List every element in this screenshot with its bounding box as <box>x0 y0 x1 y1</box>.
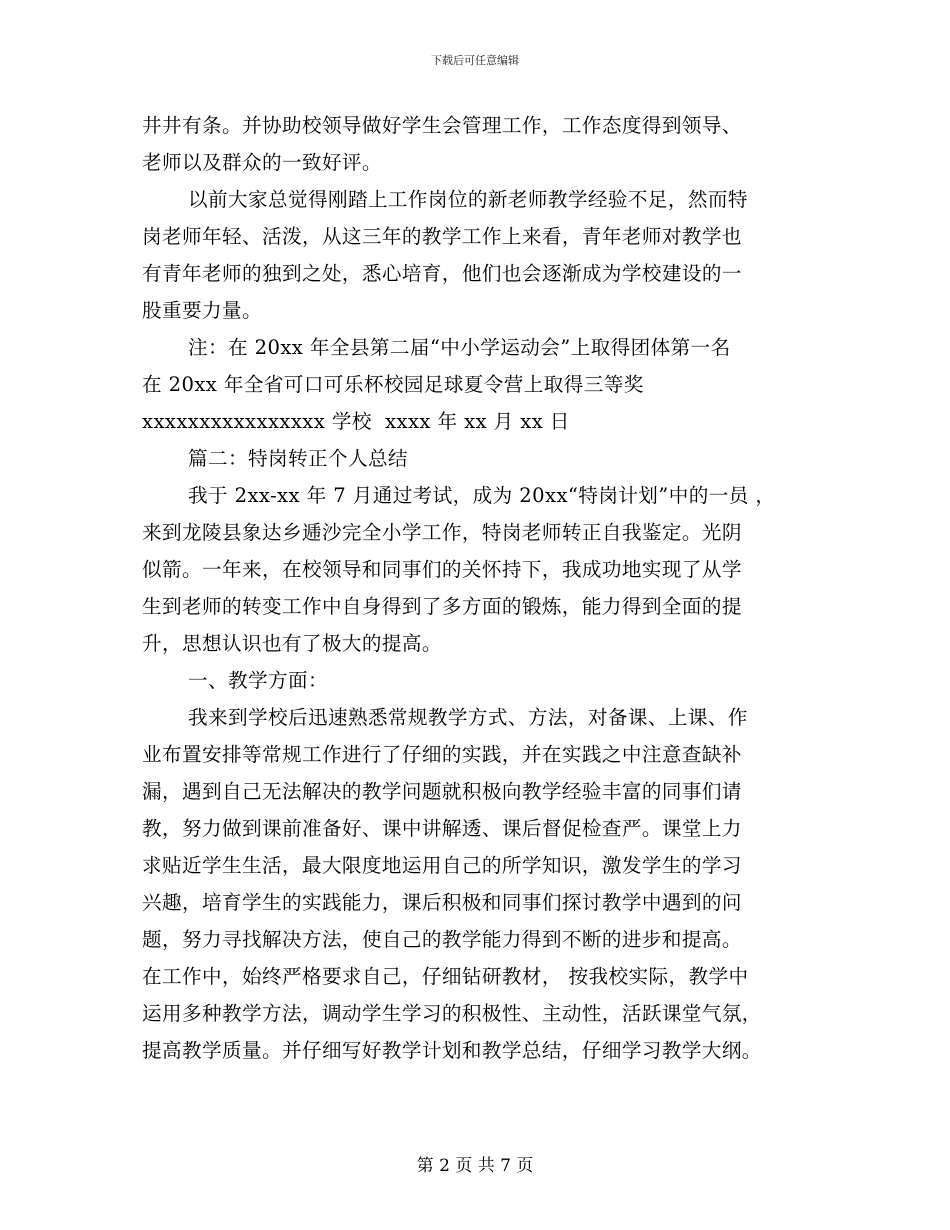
body-line-11: 我于 2xx-xx 年 7 月通过考试，成为 20xx“特岗计划”中的一员 ， <box>188 484 776 507</box>
body-line-2: 老师以及群众的一致好评。 <box>142 151 382 174</box>
note-line-2: 在 20xx 年全省可口可乐杯校园足球夏令营上取得三等奖 <box>142 373 644 396</box>
note-line-1: 注：在 20xx 年全县第二届“中小学运动会”上取得团体第一名 <box>188 336 731 359</box>
body-line-1: 井井有条。并协助校领导做好学生会管理工作，工作态度得到领导、 <box>142 114 742 137</box>
page-number: 第 2 页 共 7 页 <box>416 1156 534 1176</box>
body-line-22: 兴趣，培育学生的实践能力，课后积极和同事们探讨教学中遇到的问 <box>142 891 742 914</box>
body-line-5: 有青年老师的独到之处，悉心培育，他们也会逐渐成为学校建设的一 <box>142 262 742 285</box>
body-line-23: 题，努力寻找解决方法，使自己的教学能力得到不断的进步和提高。 <box>142 928 742 951</box>
page-header: 下载后可任意编辑 <box>431 54 519 67</box>
body-line-19: 漏，遇到自己无法解决的教学问题就积极向教学经验丰富的同事们请 <box>142 780 742 803</box>
body-line-13: 似箭。一年来，在校领导和同事们的关怀持下，我成功地实现了从学 <box>142 558 742 581</box>
body-line-17: 我来到学校后迅速熟悉常规教学方式、方法，对备课、上课、作 <box>188 706 748 729</box>
body-line-15: 升，思想认识也有了极大的提高。 <box>142 632 442 655</box>
body-line-25: 运用多种教学方法，调动学生学习的积极性、主动性，活跃课堂气氛， <box>142 1002 762 1025</box>
body-line-12: 来到龙陵县象达乡逓沙完全小学工作，特岗老师转正自我鉴定。光阴 <box>142 521 742 544</box>
body-line-6: 股重要力量。 <box>142 299 262 322</box>
signature-line: xxxxxxxxxxxxxxxx 学校 xxxx 年 xx 月 xx 日 <box>142 410 570 433</box>
body-line-14: 生到老师的转变工作中自身得到了多方面的锻炼，能力得到全面的提 <box>142 595 742 618</box>
body-line-18: 业布置安排等常规工作进行了仔细的实践，并在实践之中注意查缺补 <box>142 743 742 766</box>
body-line-4: 岗老师年轻、活泼，从这三年的教学工作上来看，青年老师对教学也 <box>142 225 742 248</box>
subsection-title: 一、教学方面： <box>188 669 328 692</box>
body-line-21: 求贴近学生生活，最大限度地运用自己的所学知识，激发学生的学习 <box>142 854 742 877</box>
body-line-26: 提高教学质量。并仔细写好教学计划和教学总结，仔细学习教学大纲。 <box>142 1039 762 1062</box>
body-line-3: 以前大家总觉得刚踏上工作岗位的新老师教学经验不足，然而特 <box>188 188 748 211</box>
body-line-24: 在工作中，始终严格要求自己，仔细钻研教材， 按我校实际，教学中 <box>142 965 749 988</box>
section-title: 篇二：特岗转正个人总结 <box>188 447 408 470</box>
body-line-20: 教，努力做到课前准备好、课中讲解透、课后督促检查严。课堂上力 <box>142 817 742 840</box>
